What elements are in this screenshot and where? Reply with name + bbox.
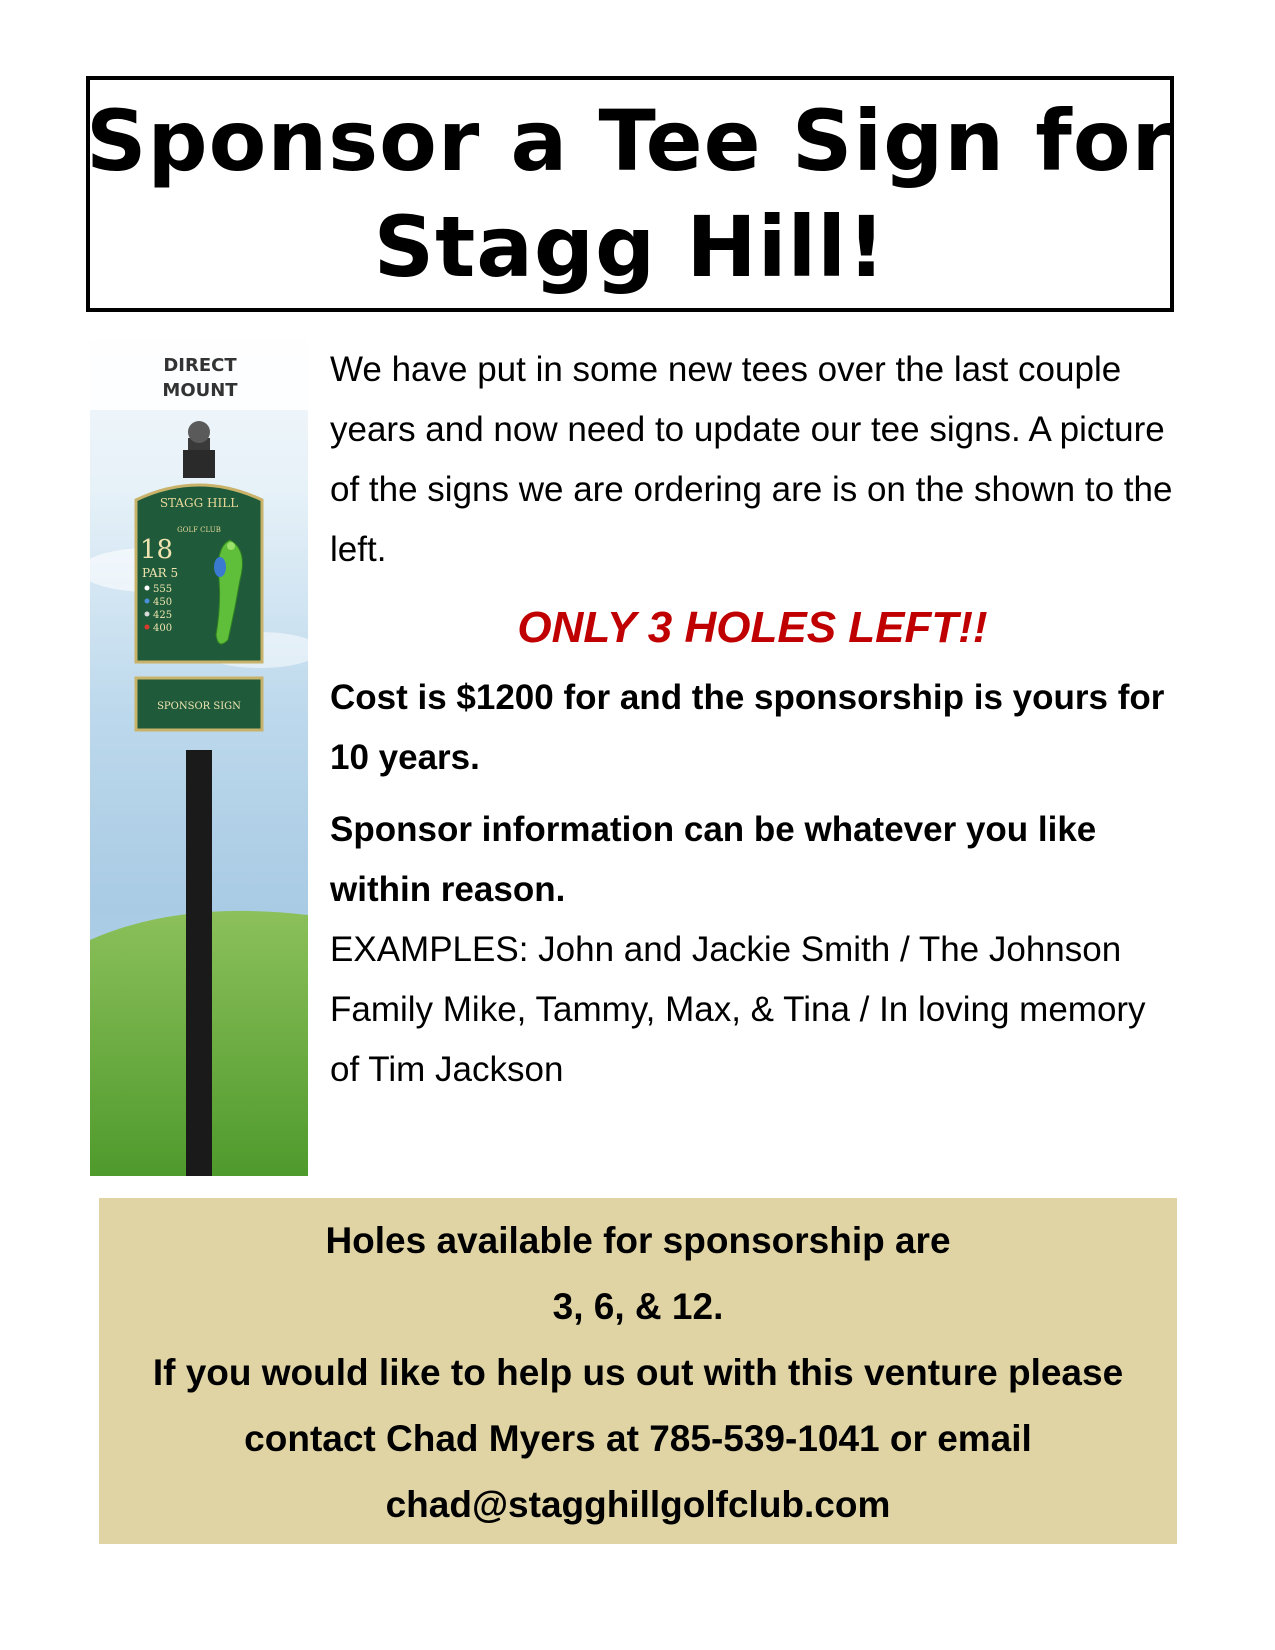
main-content: [330, 340, 1175, 1100]
contact-email: chad@stagghillgolfclub.com: [385, 1484, 891, 1525]
yardage-value: 425: [153, 610, 173, 621]
contact-line-2: contact Chad Myers at 785-539-1041 or email: [244, 1418, 1032, 1459]
sponsor-info-paragraph: Sponsor information can be whatever you like within reason.: [330, 810, 1097, 909]
holes-available-heading: Holes available for sponsorship are: [325, 1220, 951, 1261]
examples-paragraph: EXAMPLES: John and Jackie Smith / The Johnson Family Mike, Tammy, Max, & Tina / In loving memory of Tim Jackson: [330, 930, 1146, 1089]
hole-map-water: [214, 557, 226, 577]
yardage-value: 450: [153, 597, 173, 608]
tee-marker-icon: [145, 586, 150, 591]
holes-available-box: [99, 1198, 1177, 1544]
tee-marker-icon: [145, 612, 150, 617]
title-box: [86, 76, 1174, 312]
intro-paragraph: We have put in some new tees over the last couple years and now need to update our tee signs. A picture of the signs we are ordering are is on the shown to the left.: [330, 350, 1173, 569]
page-title-line-1: Sponsor a Tee Sign for: [86, 92, 1174, 190]
post-finial: [188, 421, 210, 443]
yardage-value: 400: [153, 623, 173, 634]
urgent-notice: ONLY 3 HOLES LEFT!!: [517, 603, 988, 652]
sign-club-name: STAGG HILL: [159, 496, 239, 510]
holes-available-list: 3, 6, & 12.: [552, 1286, 724, 1327]
sign-hole-number: 18: [140, 535, 174, 565]
cost-paragraph: Cost is $1200 for and the sponsorship is yours for 10 years.: [330, 678, 1165, 777]
sign-club-sub: GOLF CLUB: [177, 526, 221, 534]
post: [186, 750, 212, 1176]
tee-marker-icon: [145, 625, 150, 630]
mount-label-line-2: MOUNT: [162, 380, 238, 401]
contact-line-1: If you would like to help us out with this venture please: [152, 1352, 1124, 1393]
mount-label-line-1: DIRECT: [163, 355, 237, 376]
tee-marker-icon: [145, 599, 150, 604]
post-collar: [183, 450, 215, 478]
sign-par: PAR 5: [142, 566, 179, 580]
page-title-line-2: Stagg Hill!: [373, 198, 887, 296]
tee-sign-image: [90, 340, 308, 1176]
yardage-value: 555: [153, 584, 173, 595]
sponsor-sign-label: SPONSOR SIGN: [157, 701, 241, 712]
hole-map-green: [227, 542, 235, 550]
